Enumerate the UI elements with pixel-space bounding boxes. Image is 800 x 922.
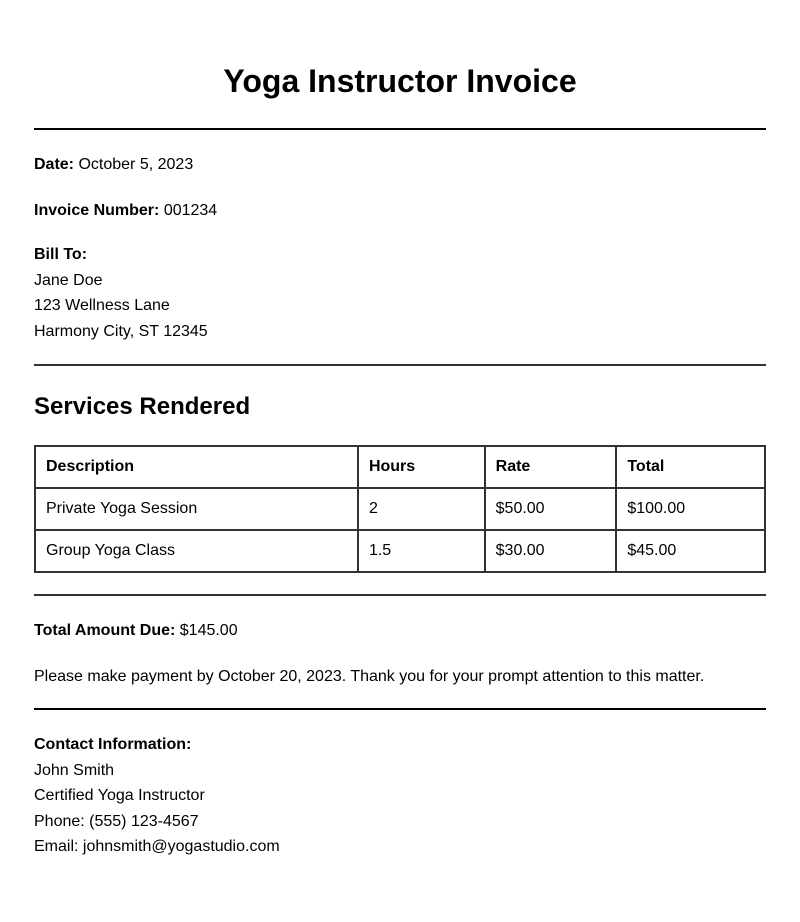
divider-bottom <box>34 708 766 710</box>
total-due-label: Total Amount Due: <box>34 622 176 639</box>
table-row <box>35 488 765 530</box>
contact-label: Contact Information: <box>34 736 192 753</box>
bill-to-street: 123 Wellness Lane <box>34 297 170 314</box>
row-description: Group Yoga Class <box>35 530 358 572</box>
payment-note: Please make payment by October 20, 2023. Thank you for your prompt attention to this matter. <box>34 667 705 685</box>
date-label: Date: <box>34 156 75 173</box>
divider-table <box>34 594 766 596</box>
column-header-rate: Rate <box>485 446 617 488</box>
date-line <box>34 152 766 178</box>
contact-phone: Phone: (555) 123-4567 <box>34 812 199 830</box>
contact-title: Certified Yoga Instructor <box>34 787 205 804</box>
row-total: $100.00 <box>616 488 765 530</box>
column-header-total: Total <box>616 446 765 488</box>
table-header-row <box>35 446 765 488</box>
row-hours: 2 <box>358 488 485 530</box>
contact-block <box>34 732 766 860</box>
column-header-hours: Hours <box>358 446 485 488</box>
invoice-number-label: Invoice Number: <box>34 201 160 219</box>
total-due-value: $145.00 <box>179 622 238 639</box>
invoice-number-value: 001234 <box>163 201 218 219</box>
row-total: $45.00 <box>616 530 765 572</box>
bill-to-name: Jane Doe <box>34 271 103 289</box>
divider-bill-to <box>34 364 766 366</box>
row-rate: $30.00 <box>485 530 617 572</box>
contact-name: John Smith <box>34 761 115 779</box>
bill-to-block <box>34 242 766 344</box>
total-due-line <box>34 618 766 644</box>
row-description: Private Yoga Session <box>35 488 358 530</box>
row-rate: $50.00 <box>485 488 617 530</box>
services-heading: Services Rendered <box>34 393 251 420</box>
invoice-page <box>34 0 766 860</box>
invoice-title: Yoga Instructor Invoice <box>223 63 577 99</box>
services-table <box>34 445 766 573</box>
column-header-description: Description <box>35 446 358 488</box>
bill-to-label: Bill To: <box>34 246 88 263</box>
table-row <box>35 530 765 572</box>
invoice-number-line <box>34 198 766 224</box>
bill-to-city: Harmony City, ST 12345 <box>34 322 208 340</box>
date-value: October 5, 2023 <box>78 156 194 173</box>
row-hours: 1.5 <box>358 530 485 572</box>
divider-top <box>34 128 766 130</box>
contact-email: Email: johnsmith@yogastudio.com <box>34 838 280 855</box>
